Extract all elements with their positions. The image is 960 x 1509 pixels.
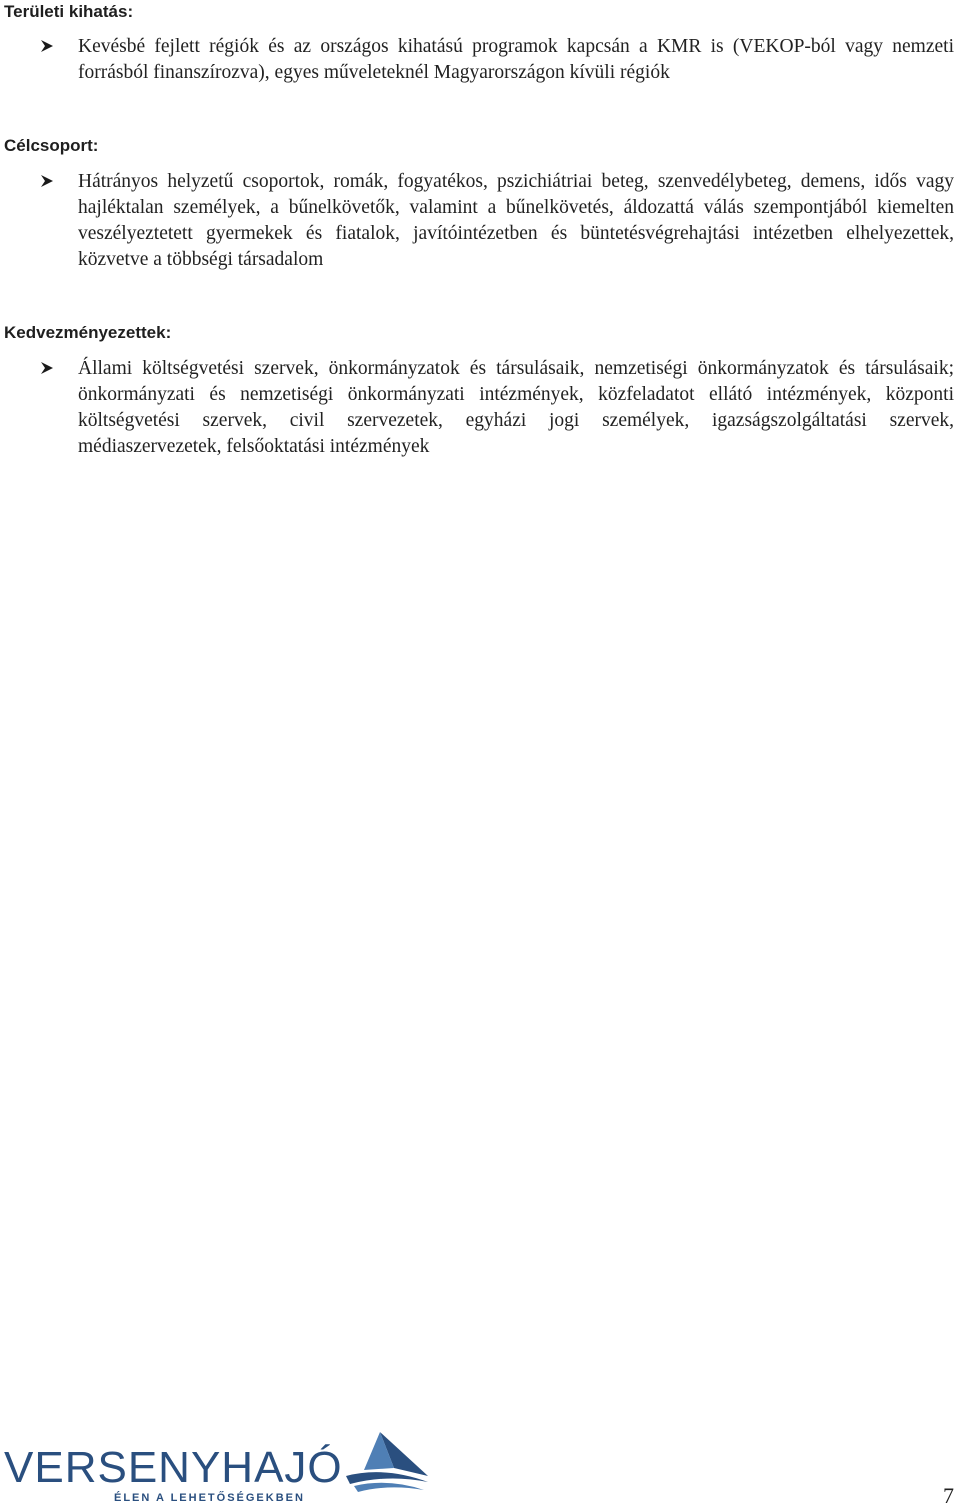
page-number: 7 — [943, 1483, 954, 1508]
bullet-text: Hátrányos helyzetű csoportok, romák, fogyatékos, pszichiátriai beteg, szenvedélybeteg, demens, idős vagy hajléktalan személyek, a bűnelkövetők, valamint a bűnelkövetés, áldozattá válás szempontjából kiemelten veszélyeztetett gyermekek és fiatalok, javítóintézetben és büntetésvégrehajtási intézetben elhelyezettek, közvetve a többségi társadalom — [78, 171, 954, 270]
heading-kedvezmenyezettek: Kedvezményezettek: — [4, 323, 172, 342]
arrowhead-bullet-icon — [40, 34, 78, 58]
bullet-text: Kevésbé fejlett régiók és az országos kihatású programok kapcsán a KMR is (VEKOP-ból vagy nemzeti forrásból finanszírozva), egyes műveleteknél Magyarországon kívüli régiók — [78, 36, 954, 83]
logo-tagline: ÉLEN A LEHETŐSÉGEKBEN — [114, 1492, 305, 1504]
list-item — [40, 356, 954, 460]
versenyhajo-logo — [4, 1428, 434, 1508]
heading-teruleti-kihatas: Területi kihatás: — [4, 2, 134, 21]
list-item — [40, 169, 954, 273]
arrowhead-bullet-icon — [40, 169, 78, 193]
list-item — [40, 34, 954, 86]
heading-celcsoport: Célcsoport: — [4, 136, 99, 155]
sail-logo-icon — [344, 1430, 430, 1492]
logo-wordmark: VERSENYHAJÓ — [4, 1443, 343, 1492]
bullet-text: Állami költségvetési szervek, önkormányzatok és társulásaik, nemzetiségi önkormányzatok és társulásaik; önkormányzati és nemzetiségi önkormányzati intézmények, közfeladatot ellátó intézmények, központi költségvetési szervek, civil szervezetek, egyházi jogi személyek, igazságszolgáltatási szervek, médiaszervezetek, felsőoktatási intézmények — [78, 358, 954, 457]
arrowhead-bullet-icon — [40, 356, 78, 380]
